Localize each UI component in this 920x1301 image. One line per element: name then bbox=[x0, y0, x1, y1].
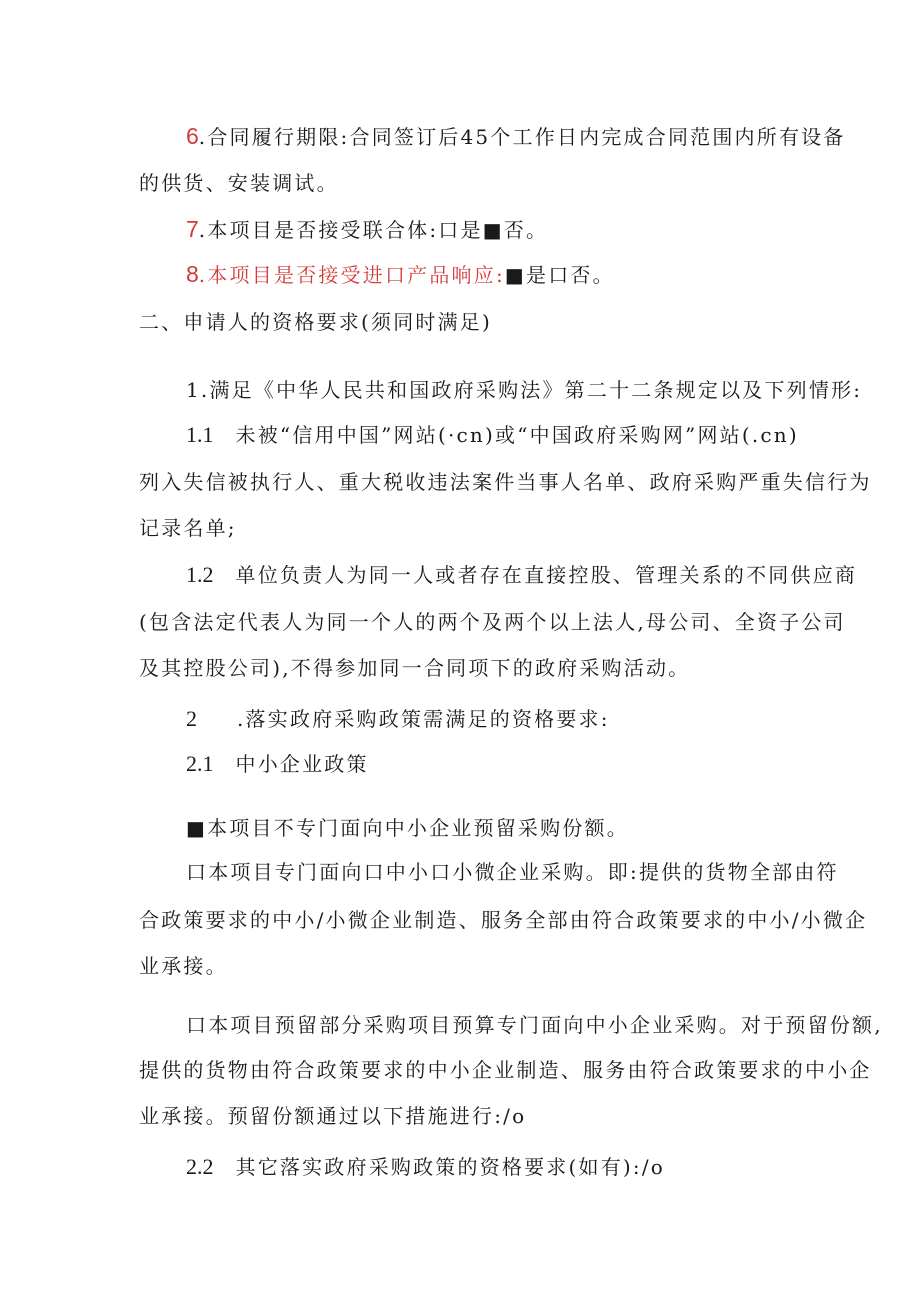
requirement-1-2-number: 1.2 bbox=[186, 562, 214, 587]
requirement-1: 1.满足《中华人民共和国政府采购法》第二十二条规定以及下列情形: bbox=[186, 378, 863, 402]
item-8-options: ■是口否。 bbox=[504, 263, 615, 287]
item-7 bbox=[186, 216, 548, 243]
requirement-2-1-number: 2.1 bbox=[186, 751, 214, 776]
requirement-1-2-text: 单位负责人为同一人或者存在直接控股、管理关系的不同供应商 bbox=[235, 563, 858, 587]
requirement-2-text: .落实政府采购政策需满足的资格要求: bbox=[237, 707, 610, 731]
requirement-1-1-number: 1.1 bbox=[186, 422, 214, 447]
option-b-line-1: 口本项目专门面向口中小口小微企业采购。即:提供的货物全部由符 bbox=[186, 860, 839, 884]
item-7-number: 7 bbox=[186, 216, 199, 242]
option-c-line-2: 提供的货物由符合政策要求的中小企业制造、服务由符合政策要求的中小企 bbox=[139, 1058, 872, 1082]
requirement-2-2-number: 2.2 bbox=[186, 1154, 214, 1179]
item-8-number: 8 bbox=[186, 261, 199, 287]
item-6-number: 6 bbox=[186, 123, 199, 149]
requirement-2-2-text: 其它落实政府采购政策的资格要求(如有):/o bbox=[235, 1155, 666, 1179]
option-c-line-1: 口本项目预留部分采购项目预算专门面向中小企业采购。对于预留份额, bbox=[186, 1013, 883, 1037]
requirement-2-2 bbox=[186, 1154, 665, 1180]
requirement-2-1-text: 中小企业政策 bbox=[235, 752, 369, 776]
requirement-2 bbox=[186, 706, 610, 732]
requirement-1-1-line-2: 列入失信被执行人、重大税收违法案件当事人名单、政府采购严重失信行为 bbox=[139, 470, 872, 494]
option-b-line-2: 合政策要求的中小/小微企业制造、服务全部由符合政策要求的中小/小微企 bbox=[139, 908, 868, 932]
item-7-text: .本项目是否接受联合体:口是■否。 bbox=[198, 218, 549, 242]
item-6-line-1 bbox=[186, 123, 846, 150]
item-6-text: .合同履行期限:合同签订后45个工作日内完成合同范围内所有设备 bbox=[198, 125, 846, 149]
requirement-1-2-line-2: (包含法定代表人为同一个人的两个及两个以上法人,母公司、全资子公司 bbox=[139, 610, 846, 634]
item-6-line-2: 的供货、安装调试。 bbox=[139, 171, 339, 195]
section-2-heading: 二、申请人的资格要求(须同时满足) bbox=[139, 310, 493, 334]
item-8-text: .本项目是否接受进口产品响应: bbox=[198, 263, 505, 287]
requirement-1-2-line-3: 及其控股公司),不得参加同一合同项下的政府采购活动。 bbox=[139, 656, 691, 680]
requirement-2-number: 2 bbox=[186, 706, 197, 731]
item-8 bbox=[186, 261, 615, 288]
requirement-1-1-line-3: 记录名单; bbox=[139, 516, 237, 540]
option-c-line-3: 业承接。预留份额通过以下措施进行:/o bbox=[139, 1104, 527, 1128]
option-b-line-3: 业承接。 bbox=[139, 954, 228, 978]
requirement-2-1 bbox=[186, 751, 369, 777]
requirement-1-1-text: 未被“信用中国”网站(·cn)或“中国政府采购网”网站(.cn) bbox=[235, 423, 799, 447]
requirement-1-1-line-1 bbox=[186, 422, 799, 448]
requirement-1-2-line-1 bbox=[186, 562, 857, 588]
option-a-line: ■本项目不专门面向中小企业预留采购份额。 bbox=[186, 816, 629, 840]
